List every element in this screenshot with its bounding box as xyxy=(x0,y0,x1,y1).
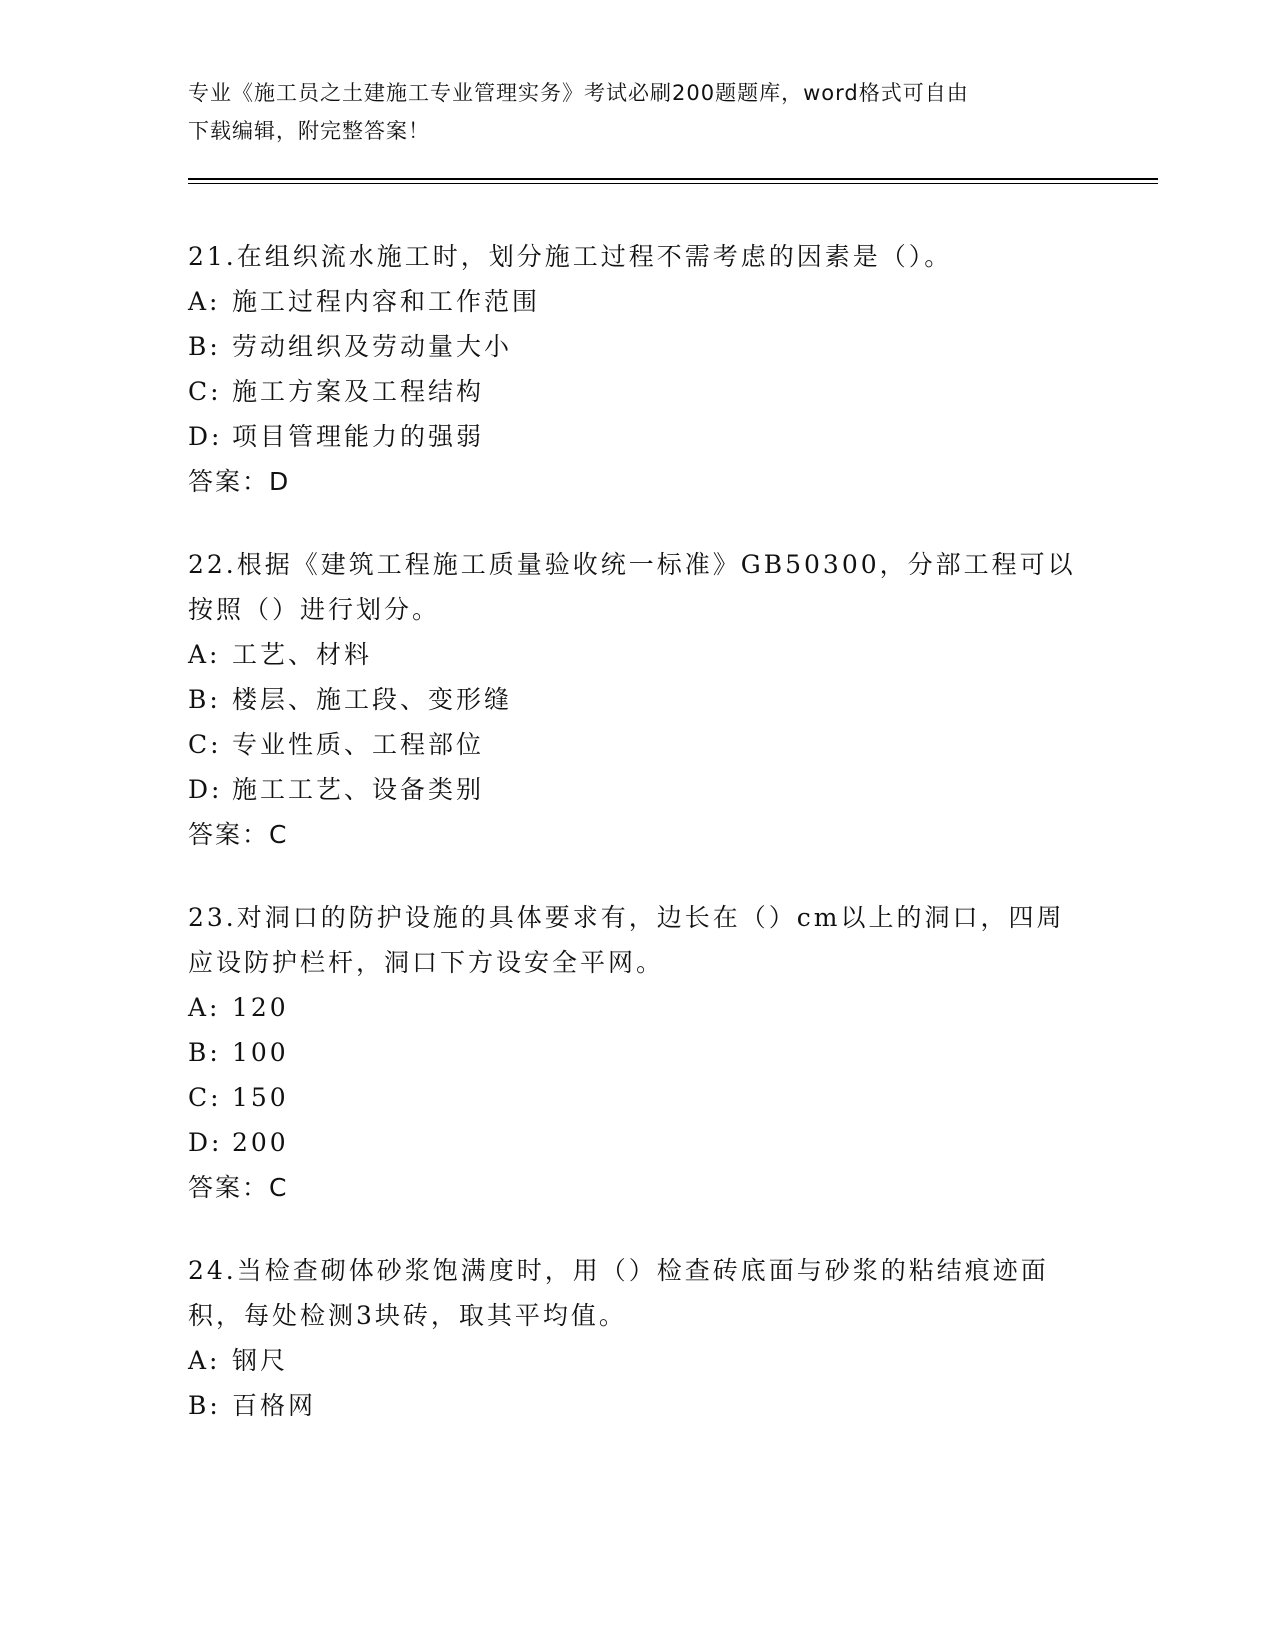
answer-text: 答案：C xyxy=(188,820,289,849)
option-label: B: xyxy=(188,1038,221,1067)
header-divider xyxy=(188,178,1158,180)
question-text: 21.在组织流水施工时，划分施工过程不需考虑的因素是（）。 xyxy=(188,242,953,271)
option-c xyxy=(188,722,1088,767)
option-b xyxy=(188,324,1088,369)
option-a xyxy=(188,279,1088,324)
option-text: 项目管理能力的强弱 xyxy=(232,422,485,451)
option-text: 100 xyxy=(232,1038,289,1067)
option-label: B: xyxy=(188,685,221,714)
option-a xyxy=(188,985,1088,1030)
header-divider-thin xyxy=(188,183,1158,184)
question-text: 24.当检查砌体砂浆饱满度时，用（）检查砖底面与砂浆的粘结痕迹面 xyxy=(188,1256,1049,1285)
option-text: 200 xyxy=(232,1128,289,1157)
option-text: 百格网 xyxy=(232,1391,317,1420)
answer-text: 答案：D xyxy=(188,467,291,496)
option-text: 工艺、材料 xyxy=(232,640,373,669)
option-b xyxy=(188,1383,1088,1428)
option-text: 钢尺 xyxy=(232,1346,289,1375)
option-c xyxy=(188,1075,1088,1120)
option-text: 楼层、施工段、变形缝 xyxy=(232,685,513,714)
option-label: A: xyxy=(188,993,221,1022)
option-text: 120 xyxy=(232,993,289,1022)
option-label: B: xyxy=(188,1391,221,1420)
question-text: 23.对洞口的防护设施的具体要求有，边长在（）cm以上的洞口，四周 xyxy=(188,903,1065,932)
option-label: D: xyxy=(188,1128,223,1157)
option-d xyxy=(188,1120,1088,1165)
option-label: A: xyxy=(188,1346,221,1375)
header-line-2: 下载编辑，附完整答案！ xyxy=(188,119,430,143)
option-text: 150 xyxy=(232,1083,289,1112)
header-line-1: 专业《施工员之土建施工专业管理实务》考试必刷200题题库，word格式可自由 xyxy=(188,81,969,105)
option-text: 施工过程内容和工作范围 xyxy=(232,287,541,316)
option-label: B: xyxy=(188,332,221,361)
question-21 xyxy=(188,234,1088,504)
option-text: 专业性质、工程部位 xyxy=(232,730,485,759)
option-text: 施工方案及工程结构 xyxy=(232,377,485,406)
question-24 xyxy=(188,1248,1088,1428)
option-d xyxy=(188,767,1088,812)
question-text-continued: 积，每处检测3块砖，取其平均值。 xyxy=(188,1301,627,1330)
question-text-continued: 按照（）进行划分。 xyxy=(188,595,441,624)
question-22 xyxy=(188,542,1088,857)
option-a xyxy=(188,632,1088,677)
option-text: 劳动组织及劳动量大小 xyxy=(232,332,513,361)
question-text-continued: 应设防护栏杆，洞口下方设安全平网。 xyxy=(188,948,665,977)
option-label: C: xyxy=(188,377,222,406)
option-b xyxy=(188,677,1088,722)
option-d xyxy=(188,414,1088,459)
option-label: D: xyxy=(188,775,223,804)
answer-text: 答案：C xyxy=(188,1173,289,1202)
option-b xyxy=(188,1030,1088,1075)
option-text: 施工工艺、设备类别 xyxy=(232,775,485,804)
option-label: A: xyxy=(188,640,221,669)
question-23 xyxy=(188,895,1088,1210)
option-c xyxy=(188,369,1088,414)
option-label: A: xyxy=(188,287,221,316)
option-label: C: xyxy=(188,1083,222,1112)
document-header xyxy=(188,74,1088,150)
question-text: 22.根据《建筑工程施工质量验收统一标准》GB50300，分部工程可以 xyxy=(188,550,1076,579)
question-list xyxy=(188,234,1088,1466)
option-label: D: xyxy=(188,422,223,451)
option-a xyxy=(188,1338,1088,1383)
option-label: C: xyxy=(188,730,222,759)
